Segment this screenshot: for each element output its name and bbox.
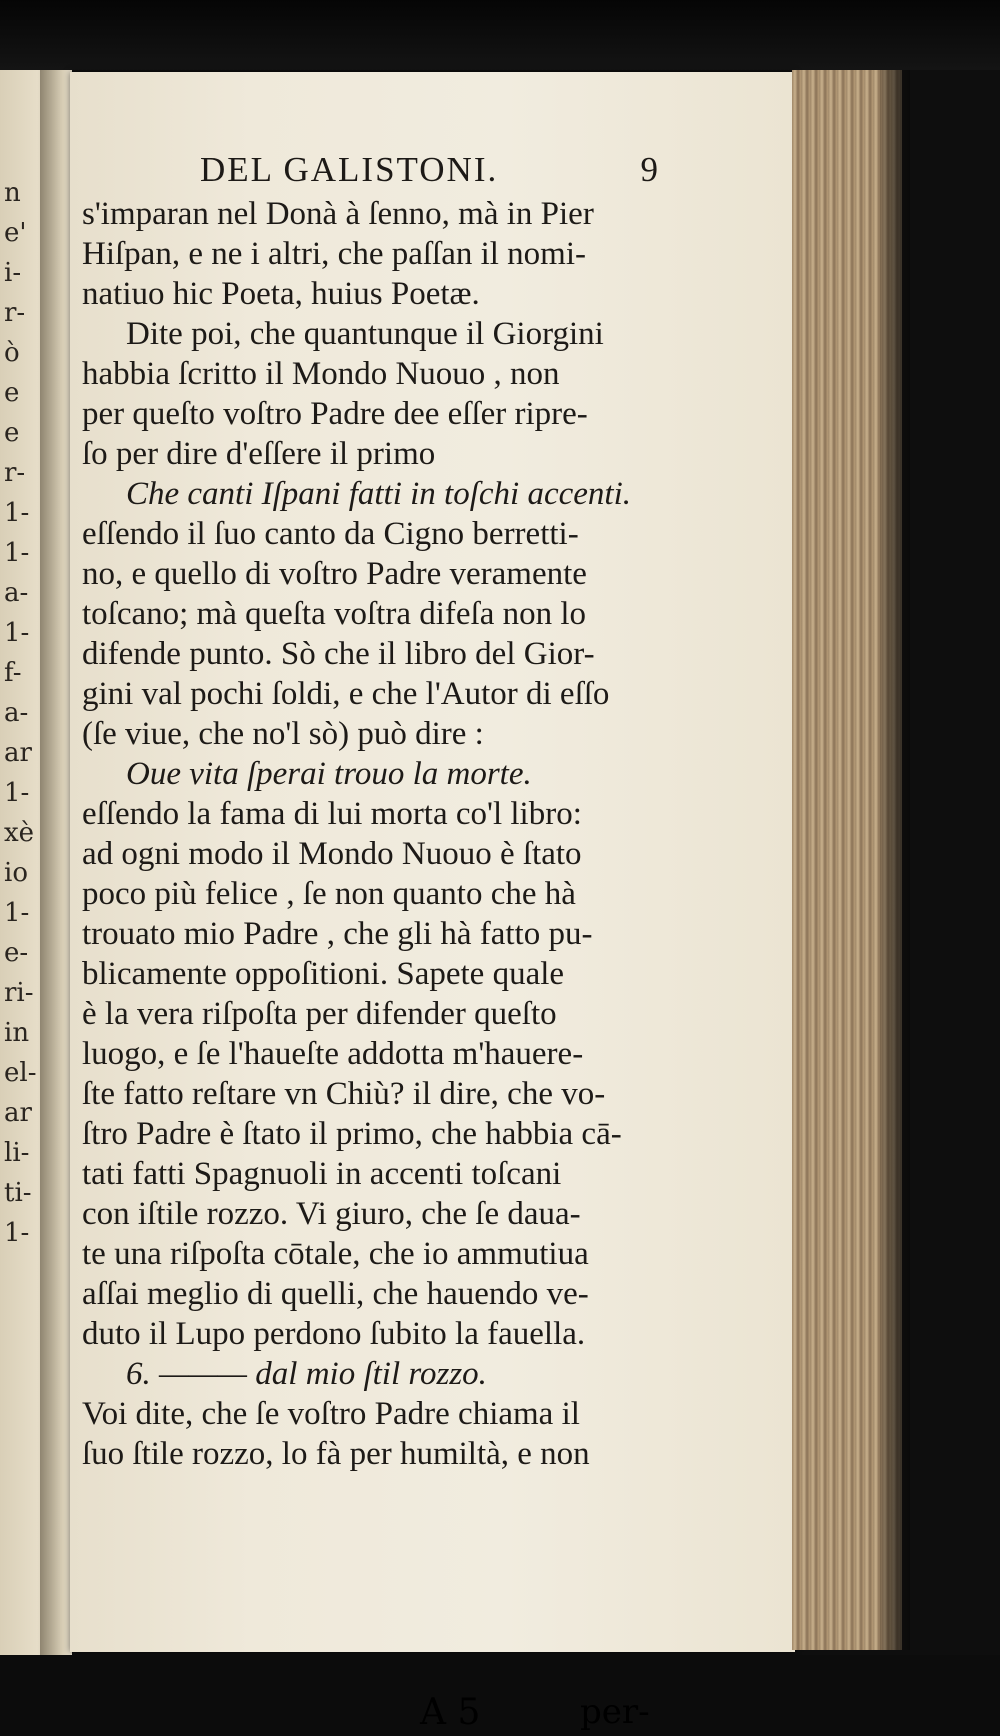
text-line: tati fatti Spagnuoli in accenti toſcani — [82, 1156, 562, 1192]
left-page-fragment: ar — [4, 738, 32, 768]
text-line: luogo, e ſe l'haueſte addotta m'hauere- — [82, 1036, 584, 1072]
text-line: s'imparan nel Donà à ſenno, mà in Pier — [82, 196, 594, 232]
text-line: habbia ſcritto il Mondo Nuouo , non — [82, 356, 560, 392]
text-line: aſſai meglio di quelli, che hauendo ve- — [82, 1276, 589, 1312]
left-page-fragment: e- — [4, 938, 29, 968]
page-number: 9 — [640, 150, 660, 189]
left-page-fragment: e' — [4, 218, 27, 248]
quoted-verse: Che canti Iſpani fatti in toſchi accenti. — [126, 476, 631, 512]
left-page-fragment: e — [4, 378, 20, 408]
text-line: ſte fatto reſtare vn Chiù? il dire, che vo- — [82, 1076, 606, 1112]
left-page-fragment: ò — [4, 338, 20, 368]
left-page-fragment: r- — [4, 458, 26, 488]
text-line: natiuo hic Poeta, huius Poetæ. — [82, 276, 480, 312]
text-line: duto il Lupo perdono ſubito la fauella. — [82, 1316, 586, 1352]
text-line: Dite poi, che quantunque il Giorgini — [126, 316, 604, 352]
left-page-fragment: n — [4, 178, 21, 208]
text-line: Voi dite, che ſe voſtro Padre chiama il — [82, 1396, 580, 1432]
left-page-fragment: 1- — [4, 898, 30, 928]
text-line: ſtro Padre è ſtato il primo, che habbia cā- — [82, 1116, 622, 1152]
text-line: no, e quello di voſtro Padre veramente — [82, 556, 587, 592]
left-page-fragment: el- — [4, 1058, 37, 1088]
text-line: Hiſpan, e ne i altri, che paſſan il nomi- — [82, 236, 587, 272]
text-line: con iſtile rozzo. Vi giuro, che ſe daua- — [82, 1196, 581, 1232]
text-line: te una riſpoſta cōtale, che io ammutiua — [82, 1236, 589, 1272]
running-header — [200, 150, 670, 194]
text-line: per queſto voſtro Padre dee eſſer ripre- — [82, 396, 588, 432]
left-page-fragment: 1- — [4, 778, 30, 808]
signature-mark: A 5 — [420, 1692, 481, 1733]
left-page-fragment: 1- — [4, 1218, 30, 1248]
left-page-fragment: ri- — [4, 978, 34, 1008]
text-line: poco più felice , ſe non quanto che hà — [82, 876, 576, 912]
book-gutter — [40, 70, 72, 1670]
left-page-fragment: ti- — [4, 1178, 32, 1208]
text-line: gini val pochi ſoldi, e che l'Autor di eſſo — [82, 676, 610, 712]
left-page-fragment: i- — [4, 258, 22, 288]
text-line: eſſendo la fama di lui morta co'l libro: — [82, 796, 582, 832]
cover-edge — [880, 70, 910, 1650]
left-page-fragment: r- — [4, 298, 26, 328]
left-page-fragment: a- — [4, 578, 29, 608]
text-line: blicamente oppoſitioni. Sapete quale — [82, 956, 565, 992]
background-bottom — [0, 1655, 1000, 1736]
book-top-edge — [0, 0, 1000, 70]
text-line: toſcano; mà queſta voſtra difeſa non lo — [82, 596, 587, 632]
left-page-fragment: li- — [4, 1138, 30, 1168]
quoted-verse: Oue vita ſperai trouo la morte. — [126, 756, 532, 792]
left-page-fragment: in — [4, 1018, 30, 1048]
left-page-fragment: xè — [4, 818, 35, 848]
left-page-fragment: f- — [4, 658, 22, 688]
text-line: trouato mio Padre , che gli hà fatto pu- — [82, 916, 593, 952]
left-page-fragment: 1- — [4, 618, 30, 648]
header-title: DEL GALISTONI. — [200, 150, 499, 189]
left-page-fragment: a- — [4, 698, 29, 728]
text-line: ſo per dire d'eſſere il primo — [82, 436, 436, 472]
text-line: è la vera riſpoſta per difender queſto — [82, 996, 557, 1032]
left-page-fragment: 1- — [4, 538, 30, 568]
left-page-fragment: 1- — [4, 498, 30, 528]
text-line: (ſe viue, che no'l sò) può dire : — [82, 716, 484, 752]
text-line: ad ogni modo il Mondo Nuouo è ſtato — [82, 836, 582, 872]
catchword: per- — [580, 1692, 650, 1732]
left-page-fragment: ar — [4, 1098, 32, 1128]
text-line: difende punto. Sò che il libro del Gior- — [82, 636, 595, 672]
left-page-fragment: e — [4, 418, 20, 448]
text-line: ſuo ſtile rozzo, lo fà per humiltà, e non — [82, 1436, 590, 1472]
section-heading: 6. ——— dal mio ſtil rozzo. — [126, 1356, 487, 1392]
left-page-fragment: io — [4, 858, 28, 888]
text-line: eſſendo il ſuo canto da Cigno berretti- — [82, 516, 579, 552]
